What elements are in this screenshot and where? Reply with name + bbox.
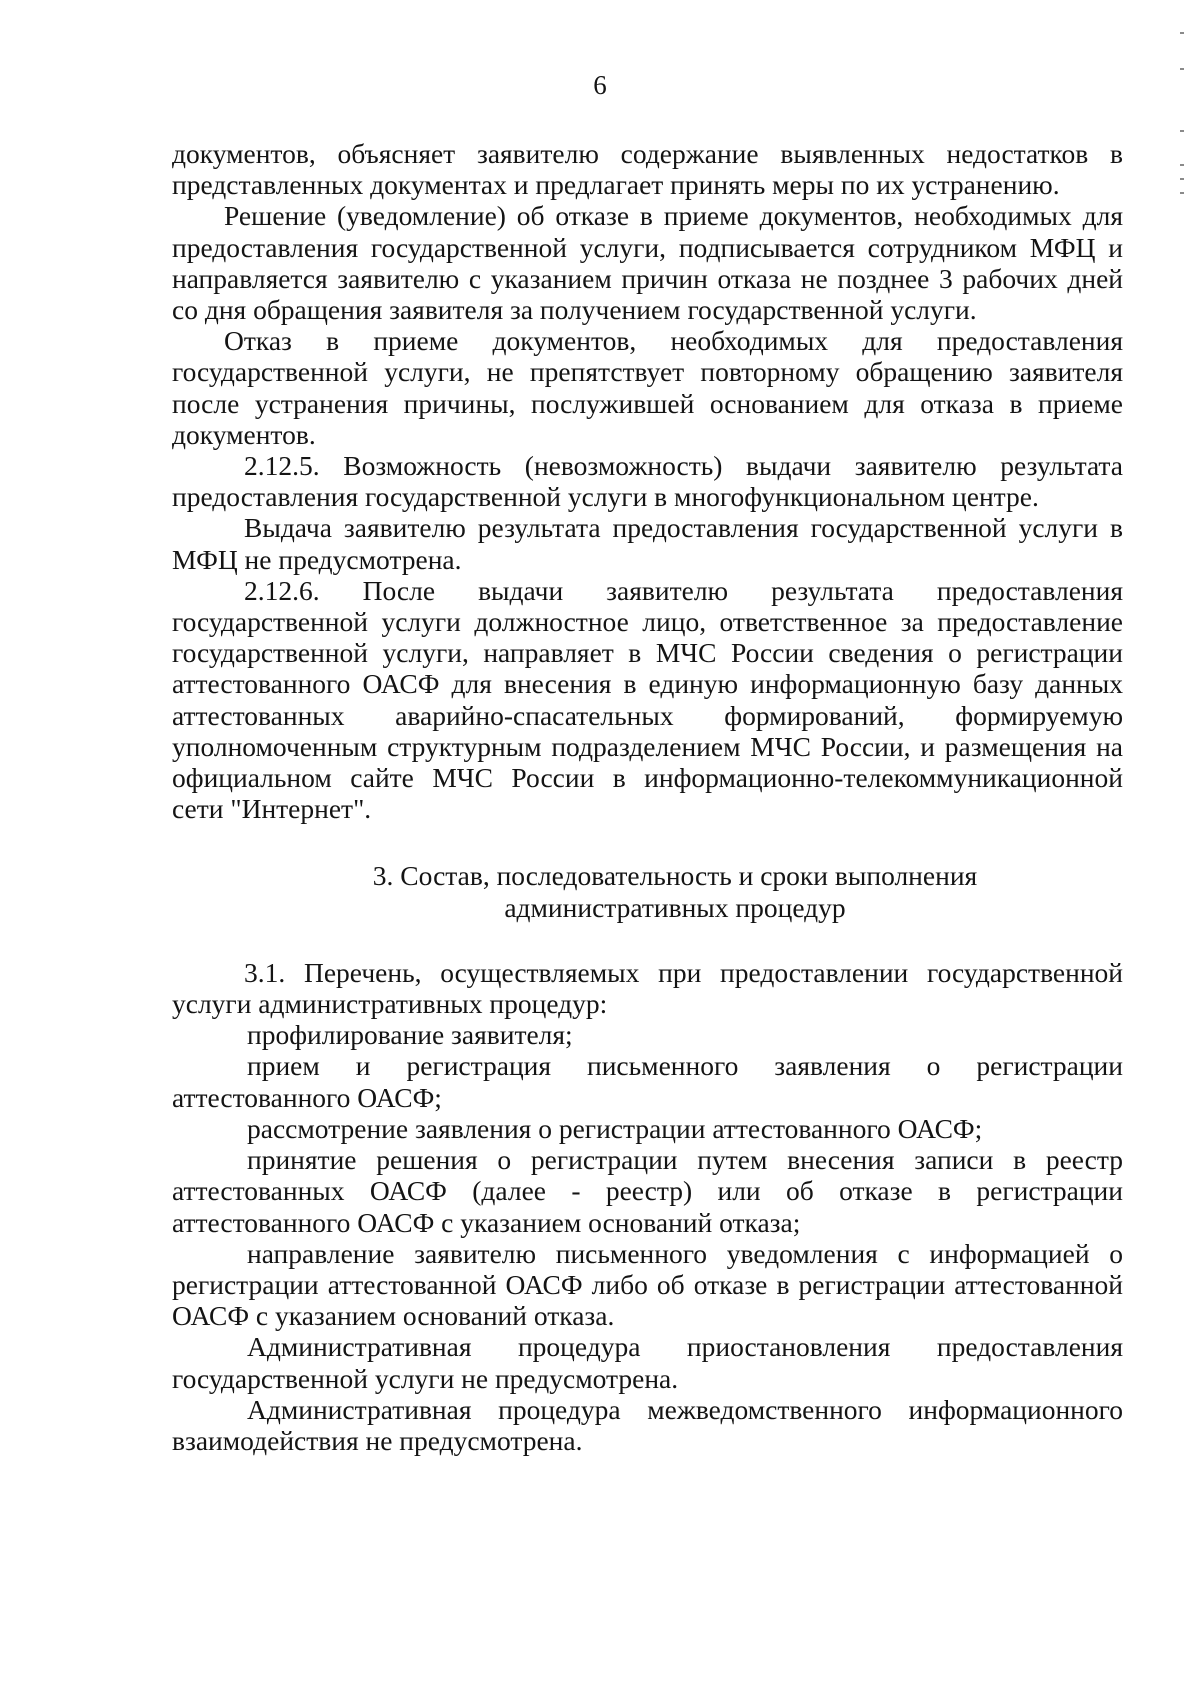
section-heading-line: административных процедур: [504, 891, 846, 923]
section-heading-line: 3. Состав, последовательность и сроки выполнения: [372, 860, 978, 892]
list-item: принятие решения о регистрации путем внесения записи в реестр аттестованных ОАСФ (далее - реестр) или об отказе в регистрации аттестованного ОАСФ с указанием оснований отказа;: [172, 1144, 1123, 1238]
paragraph: 3.1. Перечень, осуществляемых при предоставлении государственной услуги административных процедур:: [172, 956, 1123, 1020]
paragraph: Отказ в приеме документов, необходимых для предоставления государственной услуги, не препятствует повторному обращению заявителя после устранения причины, послужившей основанием для отказа в приеме документов.: [172, 325, 1123, 450]
paragraph: 2.12.6. После выдачи заявителю результата предоставления государственной услуги должностное лицо, ответственное за предоставление государственной услуги, направляет в МЧС России сведения о регистрации аттестованного ОАСФ для внесения в единую информационную базу данных аттестованных аварийно-спасательных формирований, формируемую уполномоченным структурным подразделением МЧС России, и размещения на официальном сайте МЧС России в информационно-телекоммуникационной сети "Интернет".: [172, 574, 1123, 825]
paragraph: Административная процедура межведомственного информационного взаимодействия не предусмотрена.: [172, 1393, 1123, 1456]
paragraph: документов, объясняет заявителю содержание выявленных недостатков в представленных документах и предлагает принять меры по их устранению.: [172, 138, 1123, 201]
page-number: 6: [593, 70, 607, 100]
list-item: направление заявителю письменного уведомления с информацией о регистрации аттестованной ОАСФ либо об отказе в регистрации аттестованной ОАСФ с указанием оснований отказа.: [172, 1237, 1123, 1332]
section-heading: [172, 860, 1123, 922]
document-body: [172, 138, 1123, 1456]
paragraph: Решение (уведомление) об отказе в приеме документов, необходимых для предоставления государственной услуги, подписывается сотрудником МФЦ и направляется заявителю с указанием причин отказа не позднее 3 рабочих дней со дня обращения заявителя за получением государственной услуги.: [172, 200, 1123, 326]
paragraph: Административная процедура приостановления предоставления государственной услуги не предусмотрена.: [172, 1331, 1123, 1394]
scan-edge-marks: [1180, 30, 1186, 200]
paragraph: Выдача заявителю результата предоставления государственной услуги в МФЦ не предусмотрена.: [172, 512, 1123, 575]
paragraph: 2.12.5. Возможность (невозможность) выдачи заявителю результата предоставления государственной услуги в многофункциональном центре.: [172, 450, 1123, 513]
list-item: рассмотрение заявления о регистрации аттестованного ОАСФ;: [247, 1112, 983, 1144]
list-item: профилирование заявителя;: [247, 1019, 573, 1051]
list-item: прием и регистрация письменного заявления о регистрации аттестованного ОАСФ;: [172, 1050, 1123, 1113]
